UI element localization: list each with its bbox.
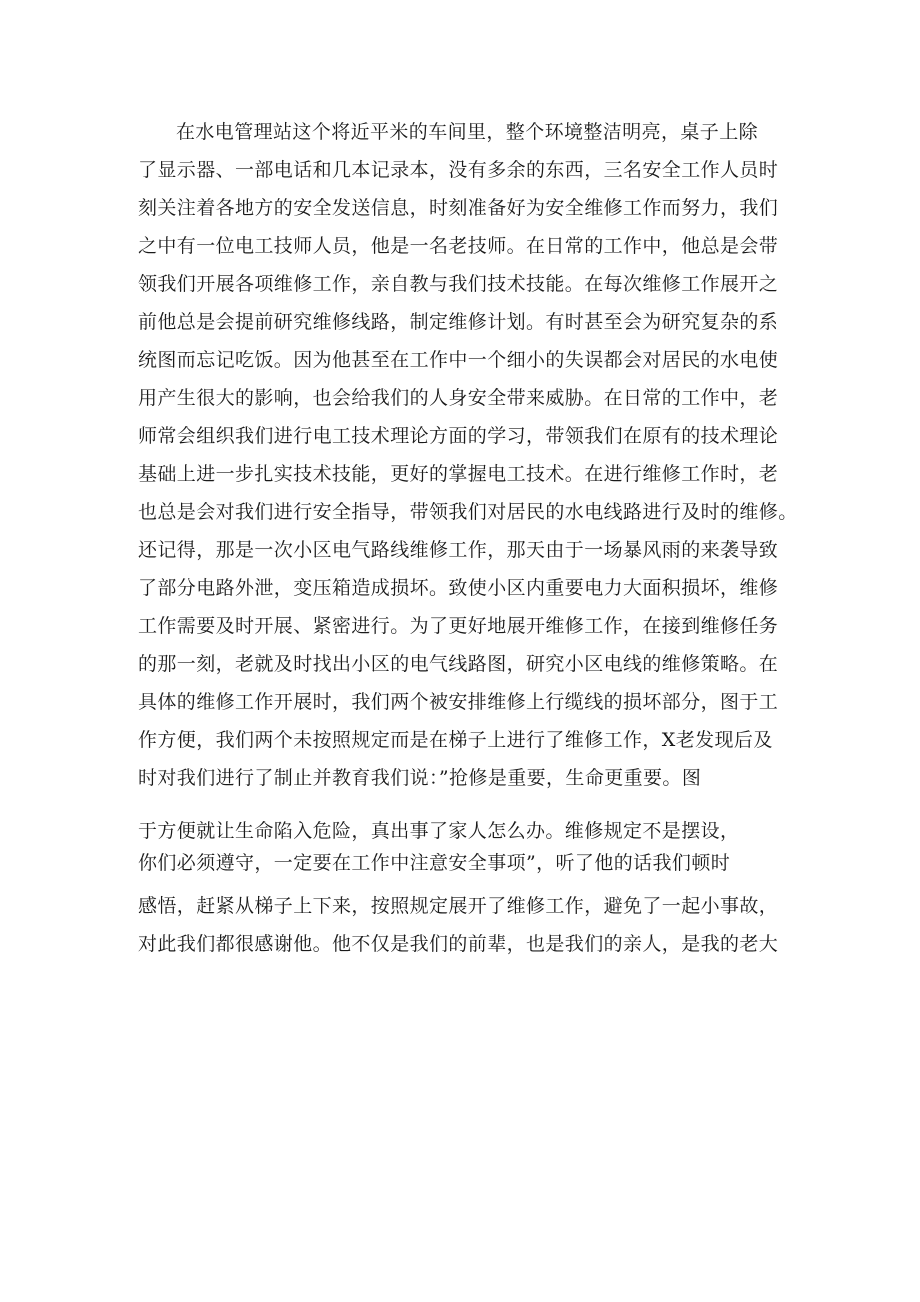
text-line: 于方便就让生命陷入危险，真出事了家人怎么办。维修规定不是摆设， xyxy=(138,820,740,842)
text-line: 感悟，赶紧从梯子上下来，按照规定展开了维修工作，避免了一起小事故， xyxy=(138,895,779,917)
body-text xyxy=(138,113,798,963)
text-line: 师常会组织我们进行电工技术理论方面的学习，带领我们在原有的技术理论 xyxy=(138,425,779,447)
text-line: 作方便，我们两个未按照规定而是在梯子上进行了维修工作，X老发现后及 xyxy=(138,729,773,751)
text-line: 还记得，那是一次小区电气路线维修工作，那天由于一场暴风雨的来袭导致 xyxy=(138,539,779,561)
text-line: 工作需要及时开展、紧密进行。为了更好地展开维修工作，在接到维修任务 xyxy=(138,615,779,637)
text-line: 在水电管理站这个将近平米的车间里，整个环境整洁明亮，桌子上除 xyxy=(176,121,759,143)
text-line: 你们必须遵守，一定要在工作中注意安全事项”，听了他的话我们顿时 xyxy=(138,852,731,874)
text-line: 了部分电路外泄，变压箱造成损坏。致使小区内重要电力大面积损坏，维修 xyxy=(138,577,779,599)
text-line: 领我们开展各项维修工作，亲自教与我们技术技能。在每次维修工作展开之 xyxy=(138,273,779,295)
text-line: 时对我们进行了制止并教育我们说：”抢修是重要，生命更重要。图 xyxy=(138,767,702,789)
text-line: 用产生很大的影响，也会给我们的人身安全带来威胁。在日常的工作中，老 xyxy=(138,387,779,409)
text-line: 了显示器、一部电话和几本记录本，没有多余的东西，三名安全工作人员时 xyxy=(138,159,779,181)
text-line: 对此我们都很感谢他。他不仅是我们的前辈，也是我们的亲人，是我的老大 xyxy=(138,933,779,955)
text-line: 之中有一位电工技师人员，他是一名老技师。在日常的工作中，他总是会带 xyxy=(138,235,779,257)
text-line: 的那一刻，老就及时找出小区的电气线路图，研究小区电线的维修策略。在 xyxy=(138,653,779,675)
text-line: 刻关注着各地方的安全发送信息，时刻准备好为安全维修工作而努力，我们 xyxy=(138,197,779,219)
text-line: 具体的维修工作开展时，我们两个被安排维修上行缆线的损坏部分，图于工 xyxy=(138,691,779,713)
text-line: 也总是会对我们进行安全指导，带领我们对居民的水电线路进行及时的维修。 xyxy=(138,501,798,523)
text-line: 基础上进一步扎实技术技能，更好的掌握电工技术。在进行维修工作时，老 xyxy=(138,463,779,485)
text-line: 统图而忘记吃饭。因为他甚至在工作中一个细小的失误都会对居民的水电使 xyxy=(138,349,779,371)
text-line: 前他总是会提前研究维修线路，制定维修计划。有时甚至会为研究复杂的系 xyxy=(138,311,779,333)
